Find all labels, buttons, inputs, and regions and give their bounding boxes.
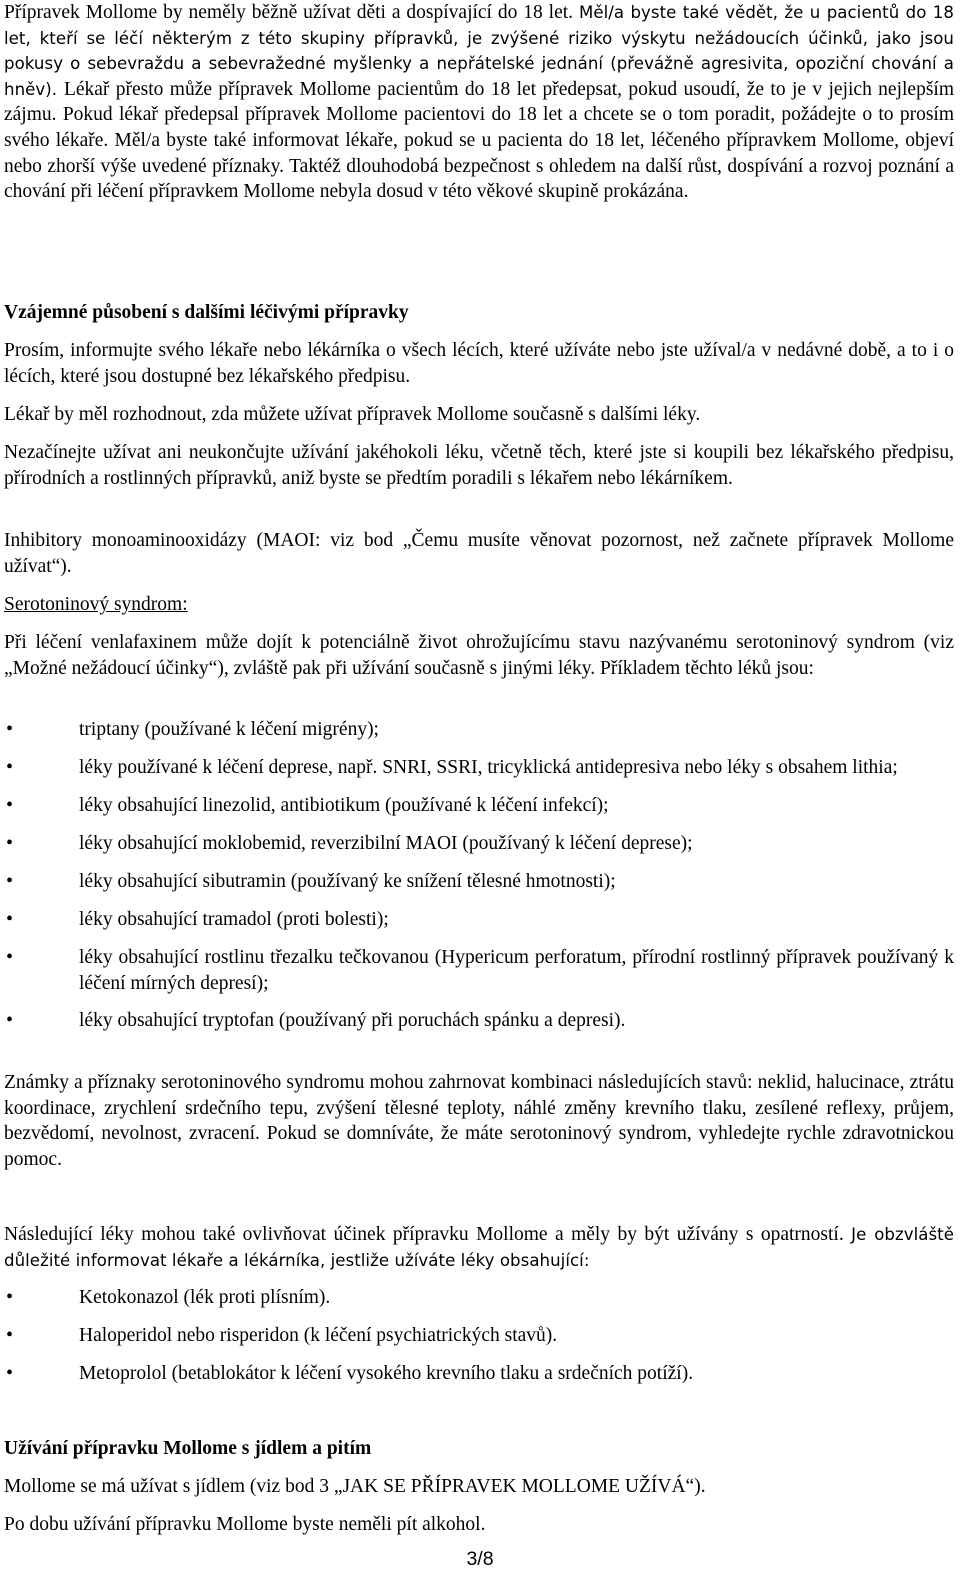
interactions-paragraph-1: Prosím, informujte svého lékaře nebo lékárníka o všech lécích, které užíváte nebo jste užíval/a v nedávné době, a to i o lécích, které jsou dostupné bez lékařského předpisu. <box>4 340 954 387</box>
caution-sentence-1: Následující léky mohou také ovlivňovat účinek přípravku Mollome a měly by být užívány s opatrností. <box>4 1224 852 1245</box>
page-number: 3/8 <box>466 1548 494 1570</box>
intro-sentence-1: Přípravek Mollome by neměly běžně užívat děti a dospívající do 18 let. <box>4 2 579 23</box>
list-item: • léky obsahující tramadol (proti bolesti); <box>4 907 954 933</box>
serotonin-symptoms: Známky a příznaky serotoninového syndromu mohou zahrnovat kombinaci následujících stavů: neklid, halucinace, ztrátu koordinace, zrychlení srdečního tepu, zvýšení tělesné teploty, náhlé změny krevního tlaku, zesílené reflexy, průjem, bezvědomí, nevolnost, zvracení. Pokud se domníváte, že máte serotoninový syndrom, vyhledejte rychle zdravotnickou pomoc. <box>4 1072 954 1170</box>
interactions-paragraph-2: Lékař by měl rozhodnout, zda můžete užívat přípravek Mollome současně s dalšími léky. <box>4 404 701 425</box>
list-item: • léky obsahující sibutramin (používaný ke snížení tělesné hmotnosti); <box>4 869 954 895</box>
caution-paragraph <box>4 1222 954 1273</box>
list-item: • triptany (používané k léčení migrény); <box>4 717 954 743</box>
intro-paragraph <box>4 0 954 205</box>
food-paragraph-2: Po dobu užívání přípravku Mollome byste neměli pít alkohol. <box>4 1514 486 1535</box>
caution-sentence-2: Je obzvláště důležité informovat lékaře a lékárníka, jestliže užíváte léky obsahující: <box>4 1225 954 1270</box>
list-item: • léky obsahující tryptofan (používaný při poruchách spánku a depresi). <box>4 1008 954 1034</box>
list-item: • Metoprolol (betablokátor k léčení vysokého krevního tlaku a srdečních potíží). <box>4 1361 954 1387</box>
intro-sentence-6: Taktéž dlouhodobá bezpečnost s ohledem na další růst, dospívání a rozvoj poznání a chování při léčení přípravkem Mollome nebyla dosud v této věkové skupině prokázána. <box>4 155 954 203</box>
food-paragraph-1: Mollome se má užívat s jídlem (viz bod 3 „JAK SE PŘÍPRAVEK MOLLOME UŽÍVÁ“). <box>4 1476 706 1497</box>
intro-sentence-2: Měl/a byste také vědět, že u pacientů do 18 let, kteří se léčí některým z této skupiny přípravků, je zvýšené riziko výskytu nežádoucích účinků, jako jsou pokusy o sebevraždu a sebevražedné myšlenky a nepřátelské jednání (převážně agresivita, opoziční chování a hněv). <box>4 3 954 99</box>
list-item: • léky používané k léčení deprese, např. SNRI, SSRI, tricyklická antidepresiva nebo léky s obsahem lithia; <box>4 755 954 781</box>
intro-sentence-4: Pokud lékař předepsal přípravek Mollome pacientovi do 18 let a chcete se o tom poradit, požádejte o to prosím svého lékaře. <box>4 104 954 151</box>
intro-sentence-3: Lékař přesto může přípravek Mollome pacientům do 18 let předepsat, pokud usoudí, že to je v jejich nejlepším zájmu. <box>4 78 954 126</box>
serotonin-intro: Při léčení venlafaxinem může dojít k potenciálně život ohrožujícímu stavu nazývanému serotoninový syndrom (viz „Možné nežádoucí účinky“), zvláště pak při užívání současně s jinými léky. Příkladem těchto léků jsou: <box>4 632 954 679</box>
serotonin-title-text: Serotoninový syndrom: <box>4 594 188 615</box>
list-item: • léky obsahující rostlinu třezalku tečkovanou (Hypericum perforatum, přírodní rostlinný přípravek používaný k léčení mírných depresí); <box>4 945 954 996</box>
intro-sentence-5: Měl/a byste také informovat lékaře, pokud se u pacienta do 18 let, léčeného přípravkem Mollome, objeví nebo zhorší výše uvedené příznaky. <box>4 129 954 177</box>
list-item: • léky obsahující moklobemid, reverzibilní MAOI (používaný k léčení deprese); <box>4 831 954 857</box>
interactions-heading: Vzájemné působení s dalšími léčivými přípravky <box>4 302 409 323</box>
list-item: • Ketokonazol (lék proti plísním). <box>4 1285 954 1311</box>
interactions-paragraph-4: Inhibitory monoaminooxidázy (MAOI: viz bod „Čemu musíte věnovat pozornost, než začnete přípravek Mollome užívat“). <box>4 530 954 577</box>
caution-drug-list <box>4 1285 954 1387</box>
food-heading: Užívání přípravku Mollome s jídlem a pitím <box>4 1438 372 1459</box>
list-item: • Haloperidol nebo risperidon (k léčení psychiatrických stavů). <box>4 1323 954 1349</box>
serotonin-drug-list <box>4 717 954 1034</box>
serotonin-title <box>4 592 954 618</box>
list-item: • léky obsahující linezolid, antibiotikum (používané k léčení infekcí); <box>4 793 954 819</box>
interactions-paragraph-3: Nezačínejte užívat ani neukončujte užívání jakéhokoli léku, včetně těch, které jste si koupili bez lékařského předpisu, přírodních a rostlinných přípravků, aniž byste se předtím poradili s lékařem nebo lékárníkem. <box>4 442 954 489</box>
